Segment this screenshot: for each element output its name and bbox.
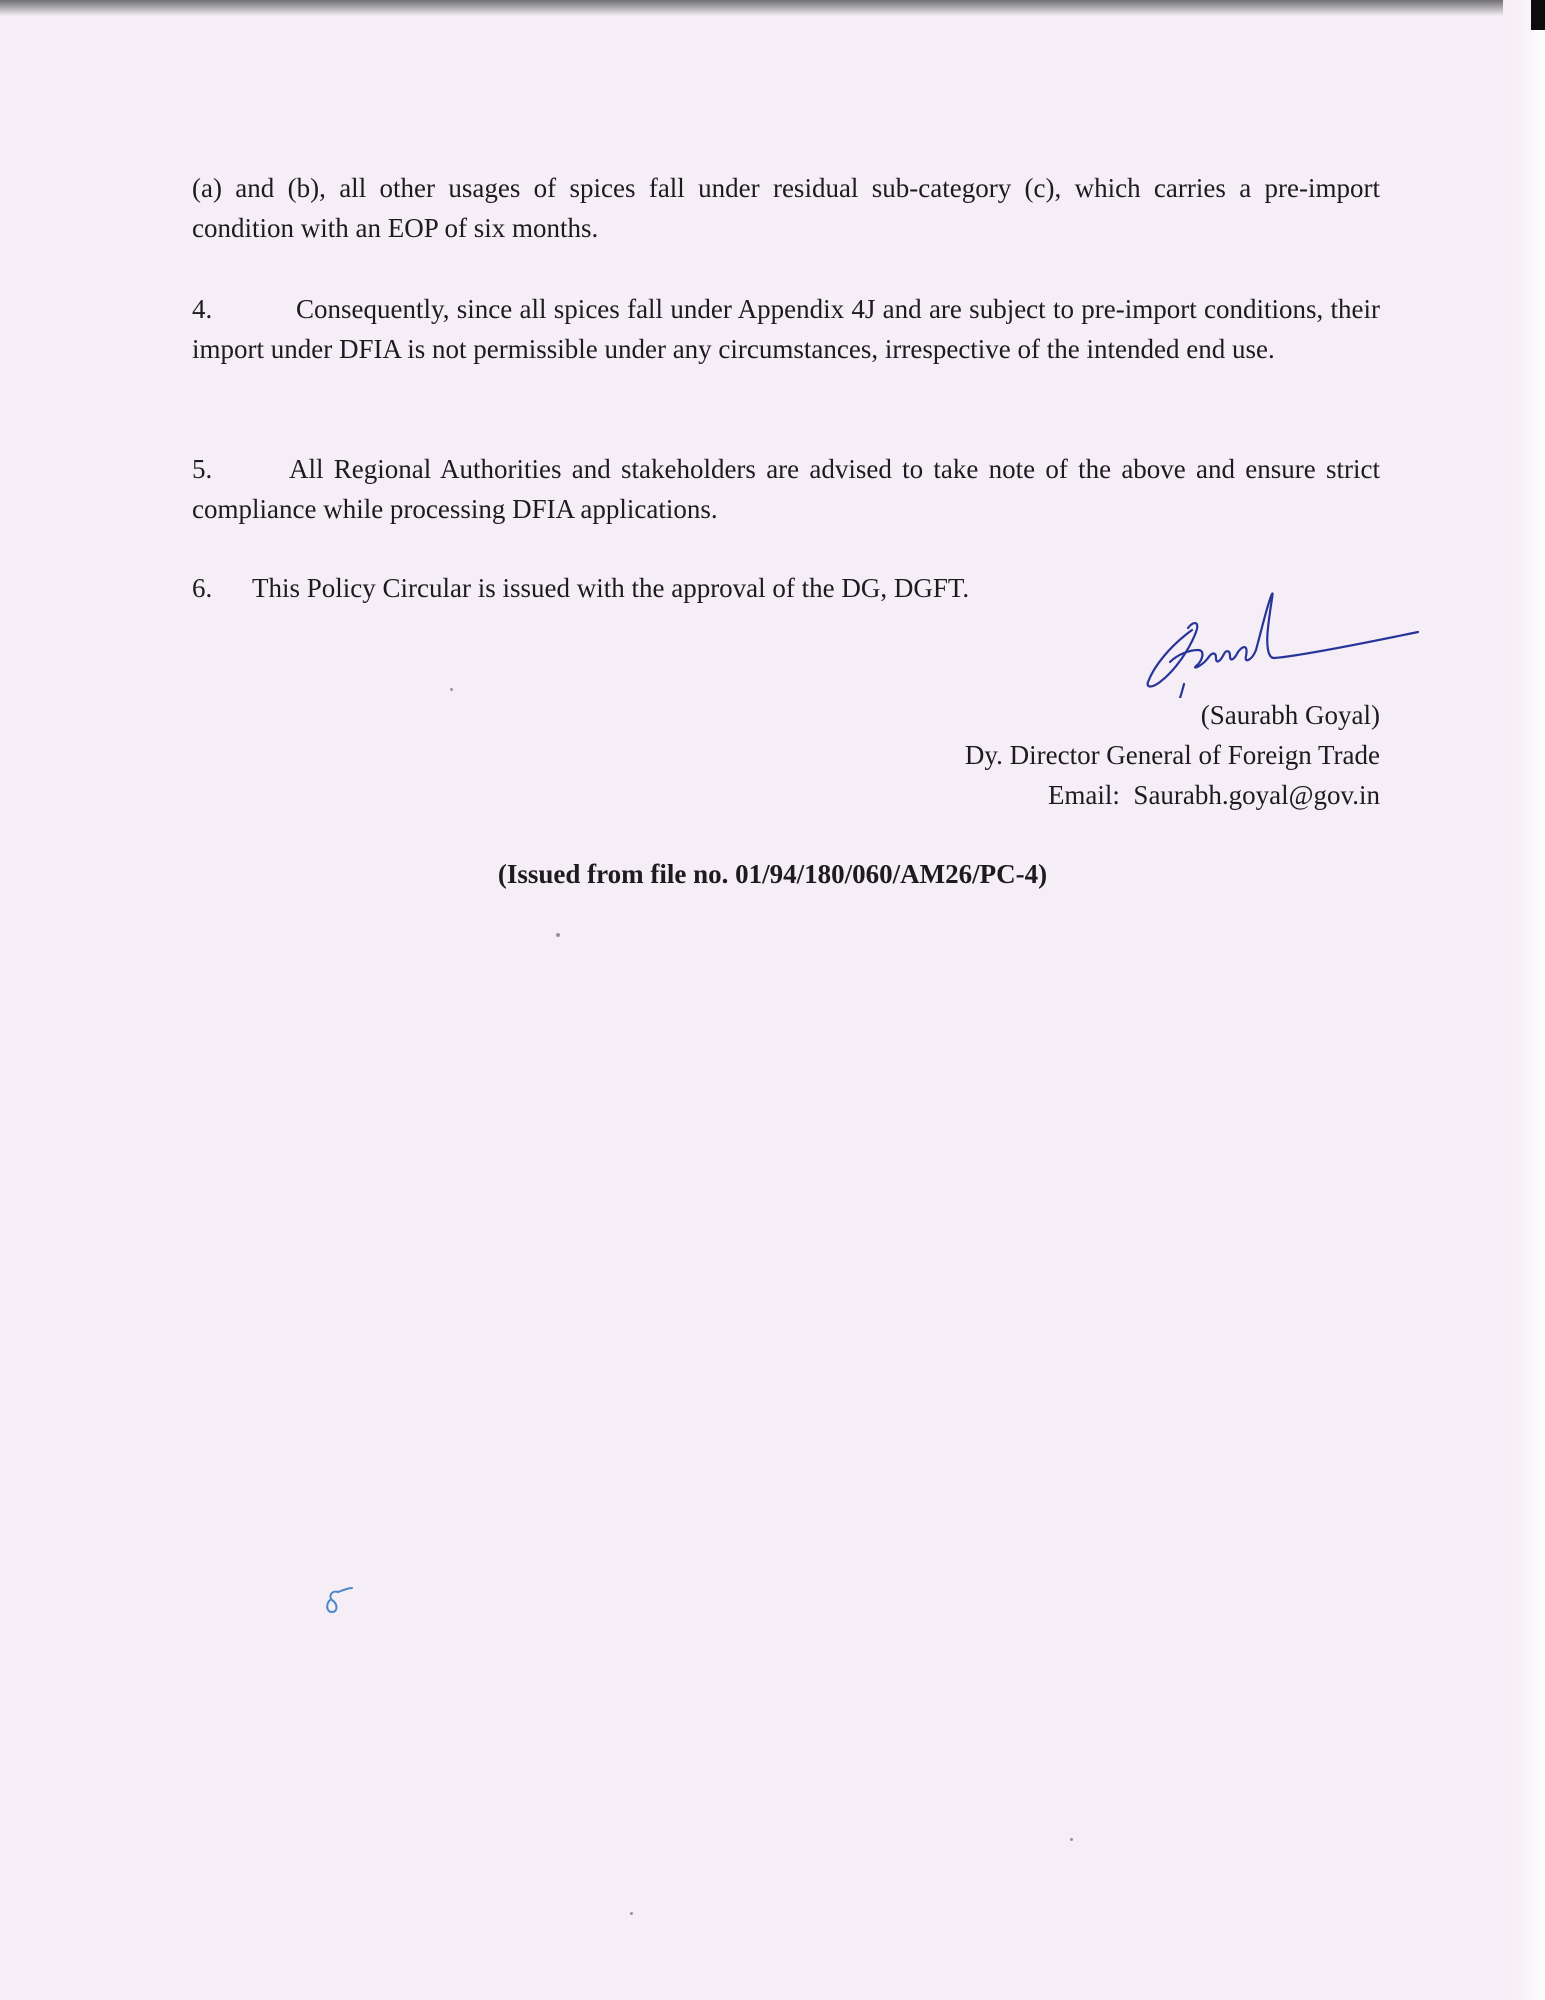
paragraph-text: (a) and (b), all other usages of spices fall under residual sub-category (c), which carries a pre-import condition with an EOP of six months. xyxy=(192,173,1380,243)
scan-corner-mark xyxy=(1531,0,1545,30)
paragraph-number: 6. xyxy=(192,573,213,603)
scan-speck xyxy=(630,1912,633,1915)
email-label: Email: xyxy=(1047,780,1120,810)
signatory-block xyxy=(760,695,1380,815)
paragraph-number: 4. xyxy=(192,294,213,324)
signatory-email-line xyxy=(760,775,1380,815)
paragraph-text: Consequently, since all spices fall under Appendix 4J and are subject to pre-import conditions, their import under DFIA is not permissible under any circumstances, irrespective of the intended end use. xyxy=(192,294,1380,364)
paragraph-4 xyxy=(192,289,1380,369)
paragraph-text: All Regional Authorities and stakeholders are advised to take note of the above and ensure strict compliance while processing DFIA applications. xyxy=(192,454,1380,524)
file-reference: (Issued from file no. 01/94/180/060/AM26/PC-4) xyxy=(497,859,1048,889)
paragraph-text: This Policy Circular is issued with the approval of the DG, DGFT. xyxy=(252,573,970,603)
paragraph-number: 5. xyxy=(192,454,213,484)
handwritten-signature xyxy=(1140,588,1430,698)
scan-top-shadow xyxy=(0,0,1545,16)
signatory-designation: Dy. Director General of Foreign Trade xyxy=(964,740,1380,770)
signatory-name: (Saurabh Goyal) xyxy=(1200,700,1380,730)
paragraph-continuation xyxy=(192,168,1380,248)
email-address: Saurabh.goyal@gov.in xyxy=(1133,780,1380,810)
pen-mark-icon xyxy=(322,1586,356,1616)
scan-right-edge xyxy=(1503,0,1545,2000)
scan-speck xyxy=(1070,1838,1073,1841)
scan-speck xyxy=(556,933,560,937)
paragraph-5 xyxy=(192,449,1380,529)
scan-speck xyxy=(450,688,453,691)
